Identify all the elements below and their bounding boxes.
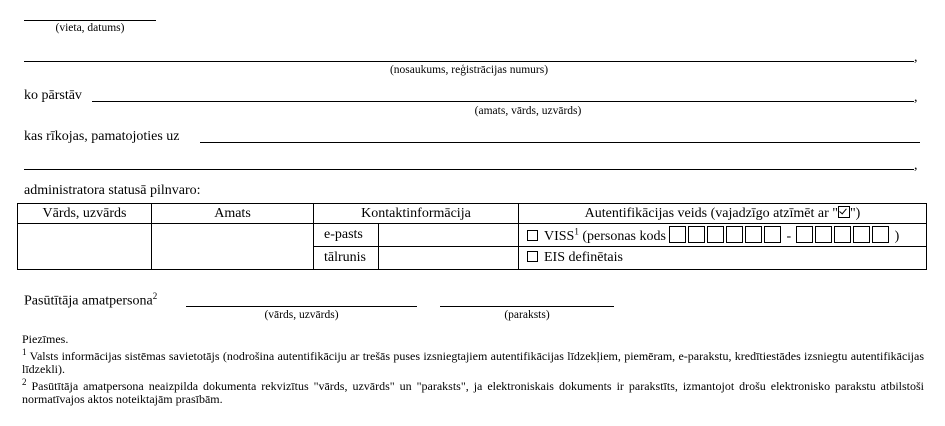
header-name: Vārds, uzvārds — [18, 204, 152, 224]
checked-box-icon — [838, 206, 850, 218]
note-2 — [22, 376, 924, 406]
personal-code-box[interactable] — [669, 226, 686, 243]
personal-code-box[interactable] — [796, 226, 813, 243]
note-1-mark: 1 — [22, 347, 27, 357]
represented-by-caption: (amats, vārds, uzvārds) — [474, 105, 582, 117]
personal-code-box[interactable] — [726, 226, 743, 243]
personal-code-box[interactable] — [834, 226, 851, 243]
basis-comma: , — [914, 158, 918, 173]
basis-line[interactable] — [200, 142, 920, 143]
official-label-text: Pasūtītāja amatpersona — [24, 293, 153, 309]
note-2-text: Pasūtītāja amatpersona neaizpilda dokumenta rekvizītus "vārds, uzvārds" un "paraksts", ja elektroniskais dokuments ir parakstīts, izmantojot drošu elektronisko parakstu atbilstoši normatīvajos aktos noteiktajām prasībām. — [22, 379, 925, 406]
personal-code-box[interactable] — [707, 226, 724, 243]
header-contact: Kontaktinformācija — [314, 204, 519, 224]
organization-comma: , — [914, 50, 918, 65]
basis-label: kas rīkojas, pamatojoties uz — [24, 129, 180, 144]
viss-label: VISS — [544, 228, 575, 244]
note-1 — [22, 346, 924, 376]
personal-code-box[interactable] — [872, 226, 889, 243]
table-row — [18, 224, 927, 247]
personal-code-box[interactable] — [688, 226, 705, 243]
personal-code-close: ) — [894, 228, 900, 244]
official-footnote-mark: 2 — [152, 291, 158, 301]
phone-cell[interactable] — [379, 247, 519, 270]
viss-footnote-mark: 1 — [574, 225, 579, 236]
administrator-table — [17, 203, 927, 270]
header-auth-text: Autentifikācijas veids (vajadzīgo atzīmēt ar " — [584, 205, 838, 221]
personal-code-box[interactable] — [815, 226, 832, 243]
basis-continuation-line[interactable] — [24, 169, 914, 170]
position-cell[interactable] — [152, 224, 314, 270]
official-signature-caption: (paraksts) — [504, 309, 550, 321]
organization-caption: (nosaukums, reģistrācijas numurs) — [389, 64, 549, 76]
represented-by-comma: , — [914, 90, 918, 105]
name-cell[interactable] — [18, 224, 152, 270]
represented-by-line[interactable] — [92, 101, 914, 102]
viss-option — [519, 224, 927, 247]
official-name-line[interactable] — [186, 306, 417, 307]
personal-code-label: (personas kods — [582, 228, 666, 244]
notes-title: Piezīmes. — [22, 332, 69, 346]
table-header-row — [18, 204, 927, 224]
viss-checkbox[interactable] — [527, 230, 538, 241]
personal-code-box[interactable] — [745, 226, 762, 243]
personal-code-dash: - — [786, 228, 792, 244]
eis-checkbox[interactable] — [527, 251, 538, 262]
official-label — [24, 291, 157, 310]
eis-label: EIS definētais — [544, 250, 623, 265]
personal-code-box[interactable] — [764, 226, 781, 243]
place-date-caption: (vieta, datums) — [55, 22, 125, 34]
email-cell[interactable] — [379, 224, 519, 247]
header-position: Amats — [152, 204, 314, 224]
represented-by-label: ko pārstāv — [24, 88, 82, 103]
personal-code-box[interactable] — [853, 226, 870, 243]
email-label: e-pasts — [314, 224, 379, 247]
note-1-text: Valsts informācijas sistēmas savietotājs (nodrošina autentifikāciju ar trešās puses izsniegtajiem autentifikācijas līdzekļiem, piemēram, e-parakstu, kredītiestādes izsniegtu autentifikācijas līdzekli). — [22, 349, 924, 376]
eis-option — [519, 247, 927, 270]
place-date-line[interactable] — [24, 20, 156, 21]
official-name-caption: (vārds, uzvārds) — [264, 309, 339, 321]
admin-authorization-label: administratora statusā pilnvaro: — [24, 183, 201, 198]
header-auth-type — [519, 204, 927, 224]
note-2-mark: 2 — [22, 377, 27, 387]
official-signature-line[interactable] — [440, 306, 614, 307]
organization-line[interactable] — [24, 61, 914, 62]
header-auth-text-end: ") — [849, 205, 861, 221]
phone-label: tālrunis — [314, 247, 379, 270]
